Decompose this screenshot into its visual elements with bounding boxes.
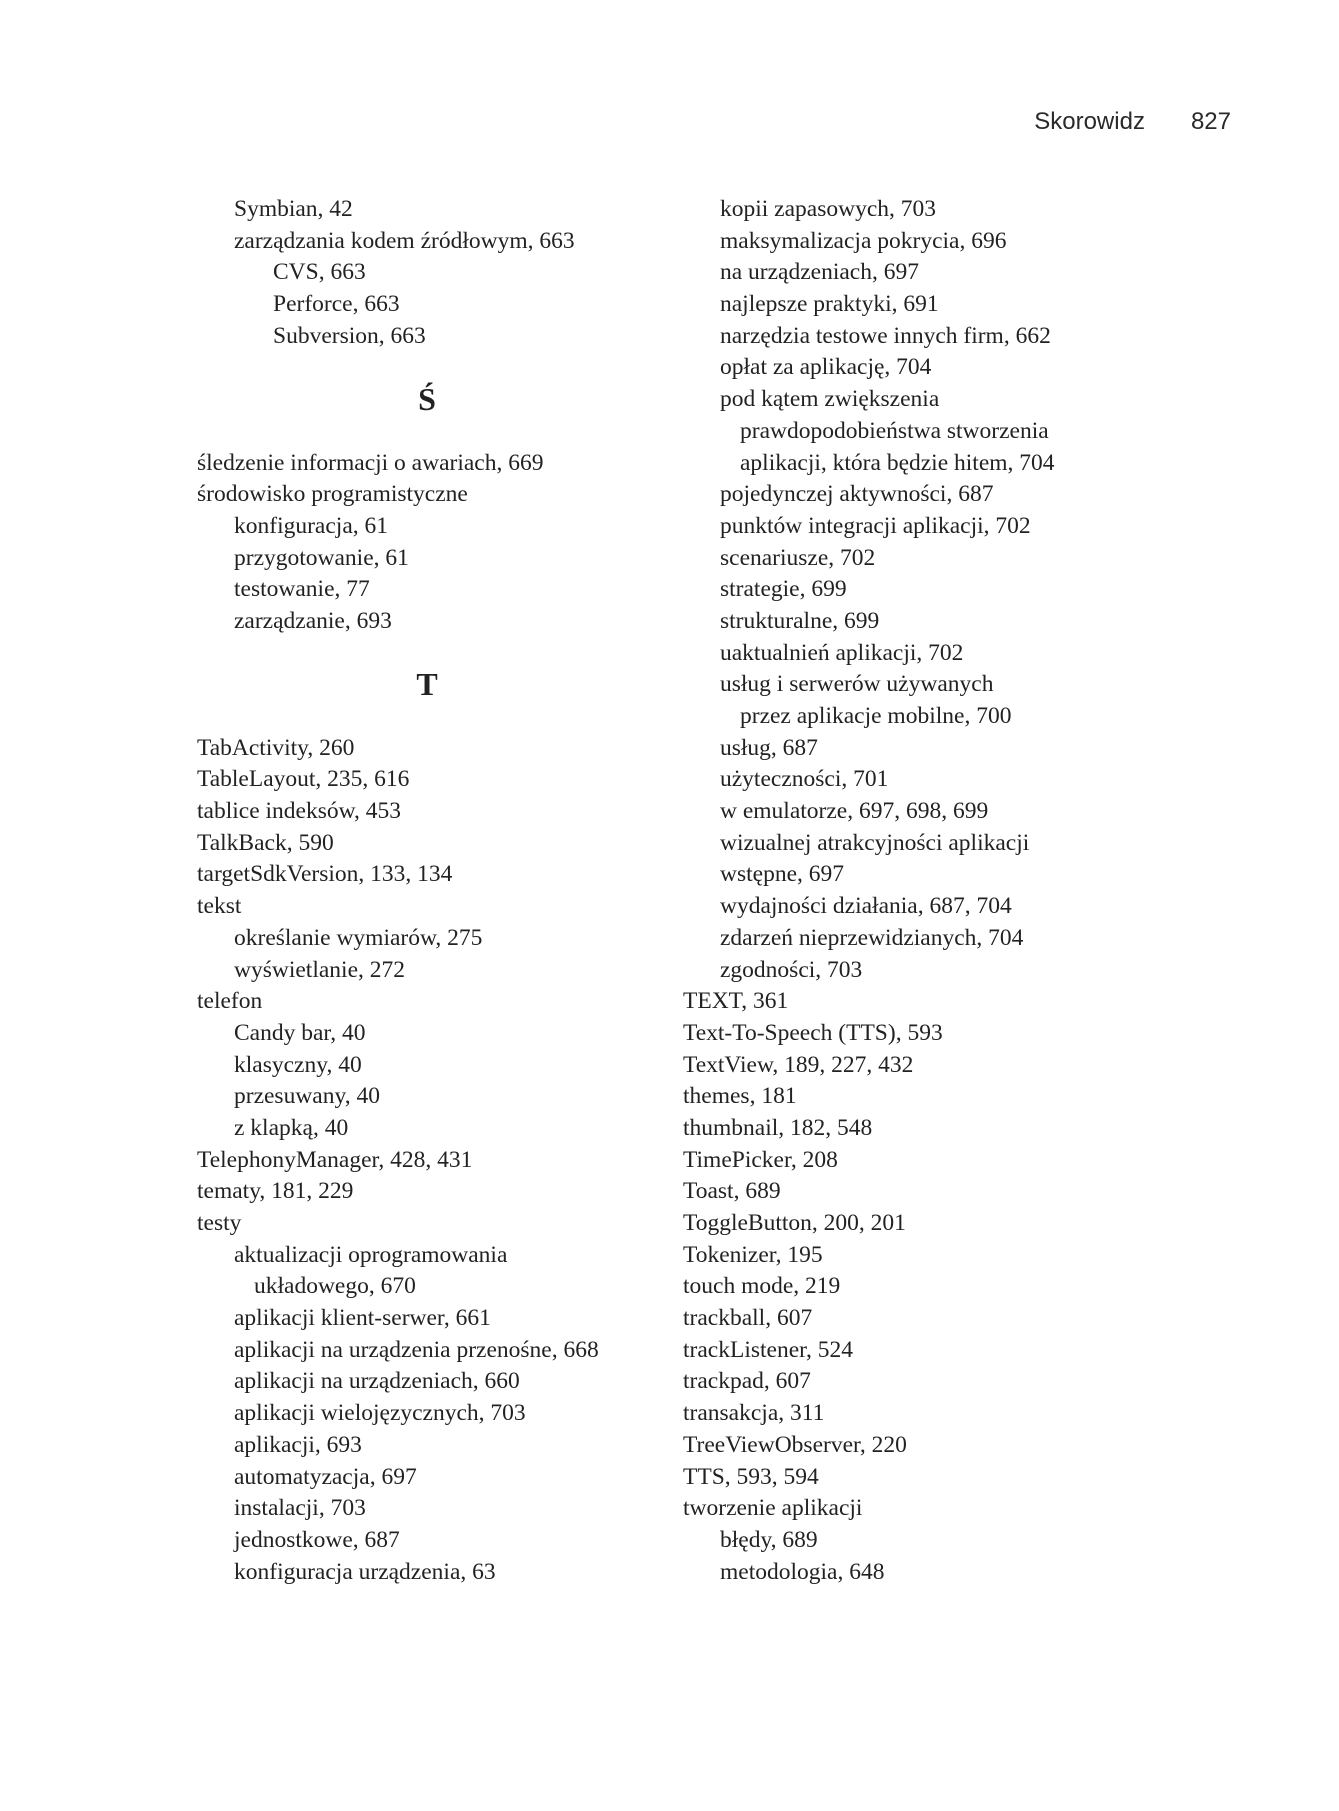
- index-entry: aktualizacji oprogramowania: [234, 1241, 508, 1268]
- index-entry: wstępne, 697: [720, 861, 845, 888]
- index-entry: przygotowanie, 61: [234, 544, 409, 571]
- index-entry: użyteczności, 701: [720, 766, 889, 793]
- index-entry: zarządzanie, 693: [234, 607, 392, 634]
- index-entry: TelephonyManager, 428, 431: [197, 1146, 473, 1173]
- index-entry: przesuwany, 40: [234, 1083, 380, 1110]
- index-entry: Tokenizer, 195: [683, 1241, 823, 1268]
- index-entry: wizualnej atrakcyjności aplikacji: [720, 829, 1030, 856]
- index-entry: klasyczny, 40: [234, 1051, 362, 1078]
- index-entry: narzędzia testowe innych firm, 662: [720, 322, 1051, 349]
- running-head: [1034, 108, 1231, 136]
- index-entry: themes, 181: [683, 1083, 797, 1110]
- index-column-left: [197, 194, 657, 1588]
- index-entry: uaktualnień aplikacji, 702: [720, 639, 964, 666]
- index-entry: TreeViewObserver, 220: [683, 1431, 907, 1458]
- index-entry: TalkBack, 590: [197, 829, 334, 856]
- index-entry: TimePicker, 208: [683, 1146, 838, 1173]
- index-entry: przez aplikacje mobilne, 700: [740, 703, 1012, 729]
- index-entry: strategie, 699: [720, 576, 847, 603]
- index-entry: błędy, 689: [720, 1526, 818, 1553]
- index-entry: układowego, 670: [254, 1273, 416, 1300]
- index-entry: metodologia, 648: [720, 1558, 885, 1585]
- index-entry: śledzenie informacji o awariach, 669: [197, 449, 544, 476]
- index-entry: punktów integracji aplikacji, 702: [720, 512, 1031, 539]
- index-entry: zdarzeń nieprzewidzianych, 704: [720, 924, 1024, 951]
- index-entry: TableLayout, 235, 616: [197, 766, 410, 793]
- index-entry: tworzenie aplikacji: [683, 1495, 863, 1522]
- index-entry: usług i serwerów używanych: [720, 671, 994, 698]
- index-entry: Subversion, 663: [273, 322, 426, 349]
- index-entry: wydajności działania, 687, 704: [720, 893, 1012, 920]
- index-entry: aplikacji klient-serwer, 661: [234, 1305, 491, 1332]
- index-entry: kopii zapasowych, 703: [720, 196, 937, 222]
- index-entry: tematy, 181, 229: [197, 1178, 354, 1205]
- index-entry: opłat za aplikację, 704: [720, 354, 932, 381]
- index-entry: trackpad, 607: [683, 1368, 811, 1395]
- index-entry: maksymalizacja pokrycia, 696: [720, 227, 1007, 254]
- index-entry: prawdopodobieństwa stworzenia: [740, 417, 1049, 444]
- index-entry: tablice indeksów, 453: [197, 798, 402, 825]
- index-entry: testowanie, 77: [234, 576, 370, 603]
- index-entry: aplikacji na urządzenia przenośne, 668: [234, 1336, 599, 1363]
- index-entry: trackball, 607: [683, 1305, 813, 1332]
- index-entry: aplikacji, która będzie hitem, 704: [740, 449, 1055, 476]
- index-entry: TextView, 189, 227, 432: [683, 1051, 914, 1078]
- index-entry: thumbnail, 182, 548: [683, 1114, 873, 1141]
- index-entry: Text-To-Speech (TTS), 593: [683, 1019, 943, 1046]
- index-entry: targetSdkVersion, 133, 134: [197, 861, 453, 888]
- index-entry: Toast, 689: [683, 1178, 781, 1205]
- index-entry: jednostkowe, 687: [234, 1526, 400, 1553]
- index-entry: najlepsze praktyki, 691: [720, 291, 939, 318]
- index-entry: aplikacji, 693: [234, 1431, 362, 1458]
- index-entry: środowisko programistyczne: [197, 481, 468, 508]
- index-entry: zgodności, 703: [720, 956, 863, 983]
- index-entry: TEXT, 361: [683, 988, 789, 1015]
- index-entry: testy: [197, 1210, 242, 1237]
- index-entry: scenariusze, 702: [720, 544, 876, 571]
- index-entry: w emulatorze, 697, 698, 699: [720, 798, 989, 825]
- index-entry: transakcja, 311: [683, 1400, 825, 1427]
- index-entry: TTS, 593, 594: [683, 1463, 819, 1490]
- index-entry: usług, 687: [720, 734, 818, 761]
- index-entry: konfiguracja, 61: [234, 512, 389, 539]
- index-column-right: [683, 194, 1163, 1588]
- index-entry: Symbian, 42: [234, 196, 353, 222]
- index-entry: instalacji, 703: [234, 1495, 366, 1522]
- index-entry: określanie wymiarów, 275: [234, 924, 483, 951]
- index-entry: pojedynczej aktywności, 687: [720, 481, 994, 508]
- index-entry: konfiguracja urządzenia, 63: [234, 1558, 496, 1585]
- index-entry: TabActivity, 260: [197, 734, 355, 761]
- index-entry: aplikacji wielojęzycznych, 703: [234, 1400, 526, 1427]
- index-entry: wyświetlanie, 272: [234, 956, 405, 983]
- index-section-letter: T: [416, 666, 438, 703]
- index-entry: z klapką, 40: [234, 1114, 349, 1141]
- index-entry: na urządzeniach, 697: [720, 259, 919, 286]
- index-entry: Candy bar, 40: [234, 1019, 366, 1046]
- index-section-letter: Ś: [418, 381, 436, 418]
- index-entry: aplikacji na urządzeniach, 660: [234, 1368, 520, 1395]
- page-number: 827: [1190, 108, 1231, 135]
- index-entry: trackListener, 524: [683, 1336, 854, 1363]
- index-entry: automatyzacja, 697: [234, 1463, 417, 1490]
- index-entry: ToggleButton, 200, 201: [683, 1210, 906, 1236]
- index-entry: CVS, 663: [273, 259, 366, 286]
- running-head-title: Skorowidz: [1034, 108, 1145, 135]
- index-entry: touch mode, 219: [683, 1273, 841, 1300]
- index-entry: strukturalne, 699: [720, 607, 880, 634]
- index-entry: zarządzania kodem źródłowym, 663: [234, 227, 575, 254]
- index-entry: pod kątem zwiększenia: [720, 386, 940, 413]
- index-entry: tekst: [197, 893, 242, 920]
- index-entry: Perforce, 663: [273, 291, 400, 318]
- index-entry: telefon: [197, 988, 263, 1015]
